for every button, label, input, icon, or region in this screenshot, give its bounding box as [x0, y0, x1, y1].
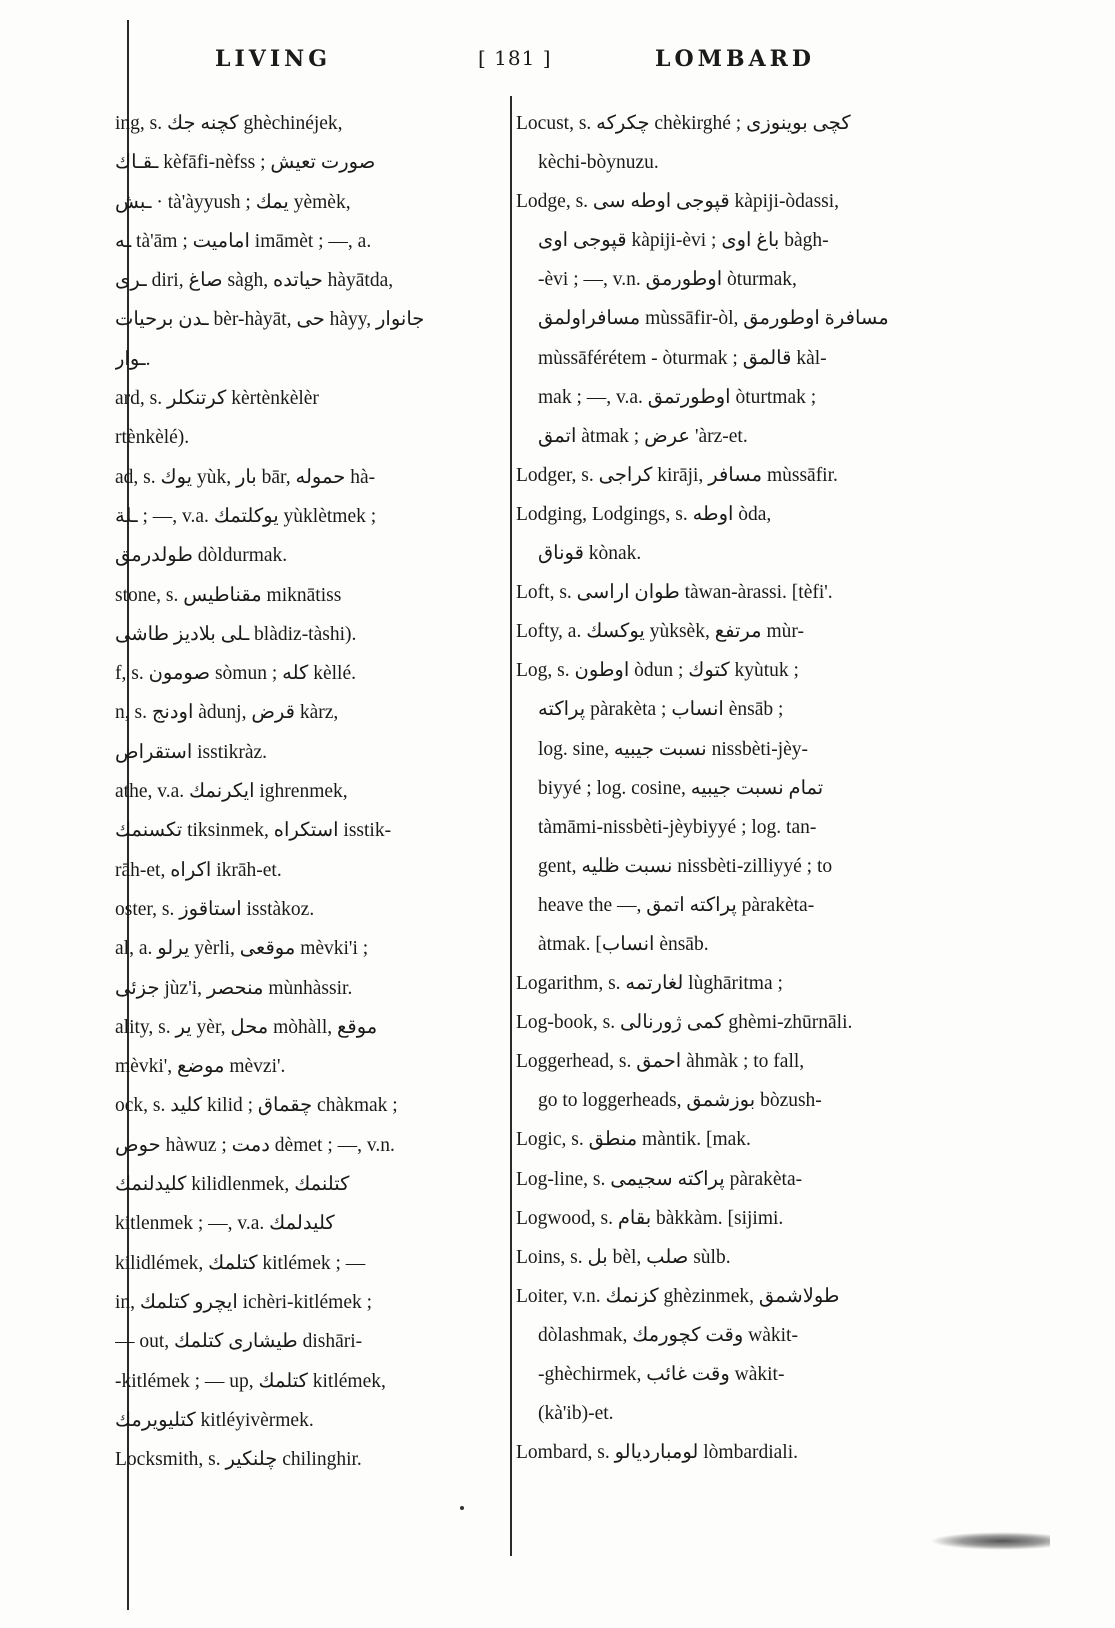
- entry-line: اتمق àtmak ; عرض 'àrz-et.: [538, 425, 748, 447]
- entry-line: Loggerhead, s. احمق àhmàk ; to fall,: [516, 1051, 805, 1073]
- entry-line: قوناق kònak.: [538, 543, 642, 565]
- entry-line: biyyé ; log. cosine, تمام نسبت جيبيه: [538, 777, 824, 799]
- entry-line: ـلة ; —, v.a. يوكلتمك yùklètmek ;: [115, 505, 377, 527]
- entry-line: ـه tà'ām ; اماميت imāmèt ; —, a.: [115, 230, 372, 252]
- entry-line: ـلى بلاديز طاشى blàdiz-tàshi).: [115, 623, 357, 645]
- entry-line: ـدن برحيات bèr-hàyāt, حى hàyy, جانوار: [115, 309, 425, 331]
- entry-line: mak ; —, v.a. اوطورتمق òturtmak ;: [538, 386, 817, 408]
- entry-line: پراكته pàrakèta ; انساب ènsāb ;: [538, 699, 784, 721]
- entry-line: جزئى jùz'i, منحصر mùnhàssir.: [115, 977, 353, 999]
- entry-line: Logwood, s. بقام bàkkàm. [sijimi.: [516, 1207, 784, 1229]
- entry-line: Loins, s. بل bèl, صلب sùlb.: [516, 1246, 731, 1268]
- ink-smudge-mark: [930, 1532, 1050, 1550]
- entry-line: طولدرمق dòldurmak.: [115, 545, 288, 567]
- left-column: [115, 104, 490, 1479]
- entry-line: f, s. صومون sòmun ; كله kèllé.: [115, 663, 356, 685]
- entry-line: Logarithm, s. لغارتمه lùghāritma ;: [516, 973, 783, 995]
- entry-line: Log-book, s. كمى ژورنالى ghèmi-zhūrnāli.: [516, 1012, 853, 1034]
- entry-line: mèvki', موضع mèvzi'.: [115, 1056, 286, 1078]
- entry-line: -kitlémek ; — up, كتلمك kitlémek,: [115, 1370, 386, 1392]
- entry-line: log. sine, نسبت جيبيه nissbèti-jèy-: [538, 738, 809, 760]
- entry-line: تكسنمك tiksinmek, استكراه isstik-: [115, 820, 392, 842]
- entry-line: Locust, s. چكركه chèkirghé ; كچى بوينوزى: [516, 113, 851, 134]
- entry-line: mùssāférétem - òturmak ; قالمق kàl-: [538, 347, 827, 369]
- column-divider-rule: [510, 96, 512, 1556]
- running-header: [160, 40, 1060, 80]
- entry-line: -ghèchirmek, وقت غائب wàkit-: [538, 1364, 785, 1385]
- entry-line: قپوجى اوى kàpiji-èvi ; باغ اوى bàgh-: [538, 230, 829, 252]
- entry-line: ock, s. كليد kilid ; چقماق chàkmak ;: [115, 1095, 398, 1117]
- ink-dot-mark: [460, 1506, 464, 1510]
- entry-line: Lodging, Lodgings, s. اوطه òda,: [516, 503, 772, 525]
- entry-line: Lodge, s. قپوجى اوطه سى kàpiji-òdassi,: [516, 191, 840, 213]
- entry-line: rtènkèlé).: [115, 427, 190, 449]
- entry-line: — out, طيشارى كتلمك dishāri-: [115, 1331, 363, 1353]
- entry-line: àtmak. [انساب ènsāb.: [538, 933, 709, 955]
- entry-line: Log-line, s. پراكته سجيمى pàrakèta-: [516, 1168, 803, 1190]
- entry-line: -èvi ; —, v.n. اوطورمق òturmak,: [538, 269, 797, 291]
- entry-line: kitlenmek ; —, v.a. كليدلمك: [115, 1213, 335, 1235]
- entry-line: in, ايچرو كتلمك ichèri-kitlémek ;: [115, 1291, 373, 1313]
- entry-line: Loiter, v.n. كزنمك ghèzinmek, طولاشمق: [516, 1285, 840, 1307]
- entry-line: stone, s. مقناطيس miknātiss: [115, 584, 342, 606]
- entry-line: Loft, s. طوان اراسى tàwan-àrassi. [tèfi'.: [516, 582, 833, 604]
- entry-line: ality, s. ير yèr, محل mòhàll, موقع: [115, 1016, 378, 1038]
- entry-line: kèchi-bòynuzu.: [538, 152, 659, 174]
- entry-line: ing, s. کچنه جك ghèchinéjek,: [115, 113, 343, 134]
- entry-line: Lombard, s. لومبارديالو lòmbardiali.: [516, 1442, 799, 1464]
- entry-line: rāh-et, اكراه ikrāh-et.: [115, 859, 282, 881]
- entry-line: استقراض isstikràz.: [115, 741, 267, 763]
- entry-line: كتليويرمك kitléyivèrmek.: [115, 1409, 314, 1431]
- entry-line: ـبش · tà'àyyush ; يمك yèmèk,: [115, 191, 351, 213]
- entry-line: heave the —, پراكته اتمق pàrakèta-: [538, 894, 815, 916]
- header-left-word: LIVING: [215, 46, 332, 72]
- header-page-number: [ 181 ]: [478, 46, 552, 70]
- entry-line: كليدلنمك kilidlenmek, كتلنمك: [115, 1174, 350, 1196]
- entry-line: مسافراولمق mùssāfir-òl, مسافرة اوطورمق: [538, 308, 889, 330]
- entry-line: go to loggerheads, بوزشمق bòzush-: [538, 1090, 822, 1112]
- entry-line: (kà'ib)-et.: [538, 1403, 614, 1425]
- entry-line: ard, s. كرتنكلر kèrtènkèlèr: [115, 388, 319, 410]
- entry-line: ad, s. يوك yùk, بار bār, حموله hà-: [115, 466, 376, 488]
- right-column: [516, 104, 926, 1472]
- entry-line: Logic, s. منطق màntik. [mak.: [516, 1129, 751, 1151]
- entry-line: oster, s. استاقوز isstàkoz.: [115, 898, 315, 920]
- entry-line: حوض hàwuz ; دمت dèmet ; —, v.n.: [115, 1134, 395, 1156]
- entry-line: al, a. يرلو yèrli, موقعى mèvki'i ;: [115, 938, 369, 960]
- entry-line: Lofty, a. يوكسك yùksèk, مرتفع mùr-: [516, 621, 804, 643]
- entry-line: Lodger, s. كراجى kirāji, مسافر mùssāfir.: [516, 464, 838, 486]
- entry-line: dòlashmak, وقت كچورمك wàkit-: [538, 1324, 798, 1346]
- entry-line: gent, نسبت ظليه nissbèti-zilliyyé ; to: [538, 855, 833, 877]
- entry-line: Locksmith, s. چلنكير chilinghir.: [115, 1449, 362, 1471]
- entry-line: ـوار.: [115, 348, 151, 370]
- header-right-word: LOMBARD: [655, 46, 816, 72]
- entry-line: ـقـاك kèfāfi-nèfss ; صورت تعيش: [115, 152, 376, 174]
- entry-line: kilidlémek, كتلمك kitlémek ; —: [115, 1252, 366, 1274]
- entry-line: tàmāmi-nissbèti-jèybiyyé ; log. tan-: [538, 816, 817, 838]
- entry-line: n, s. اودنج àdunj, قرض kàrz,: [115, 702, 339, 724]
- entry-line: athe, v.a. ايكرنمك ighrenmek,: [115, 781, 348, 803]
- entry-line: ـرى diri, صاغ sàgh, حياتده hàyātda,: [115, 270, 394, 292]
- entry-line: Log, s. اوطون òdun ; كتوك kyùtuk ;: [516, 660, 799, 682]
